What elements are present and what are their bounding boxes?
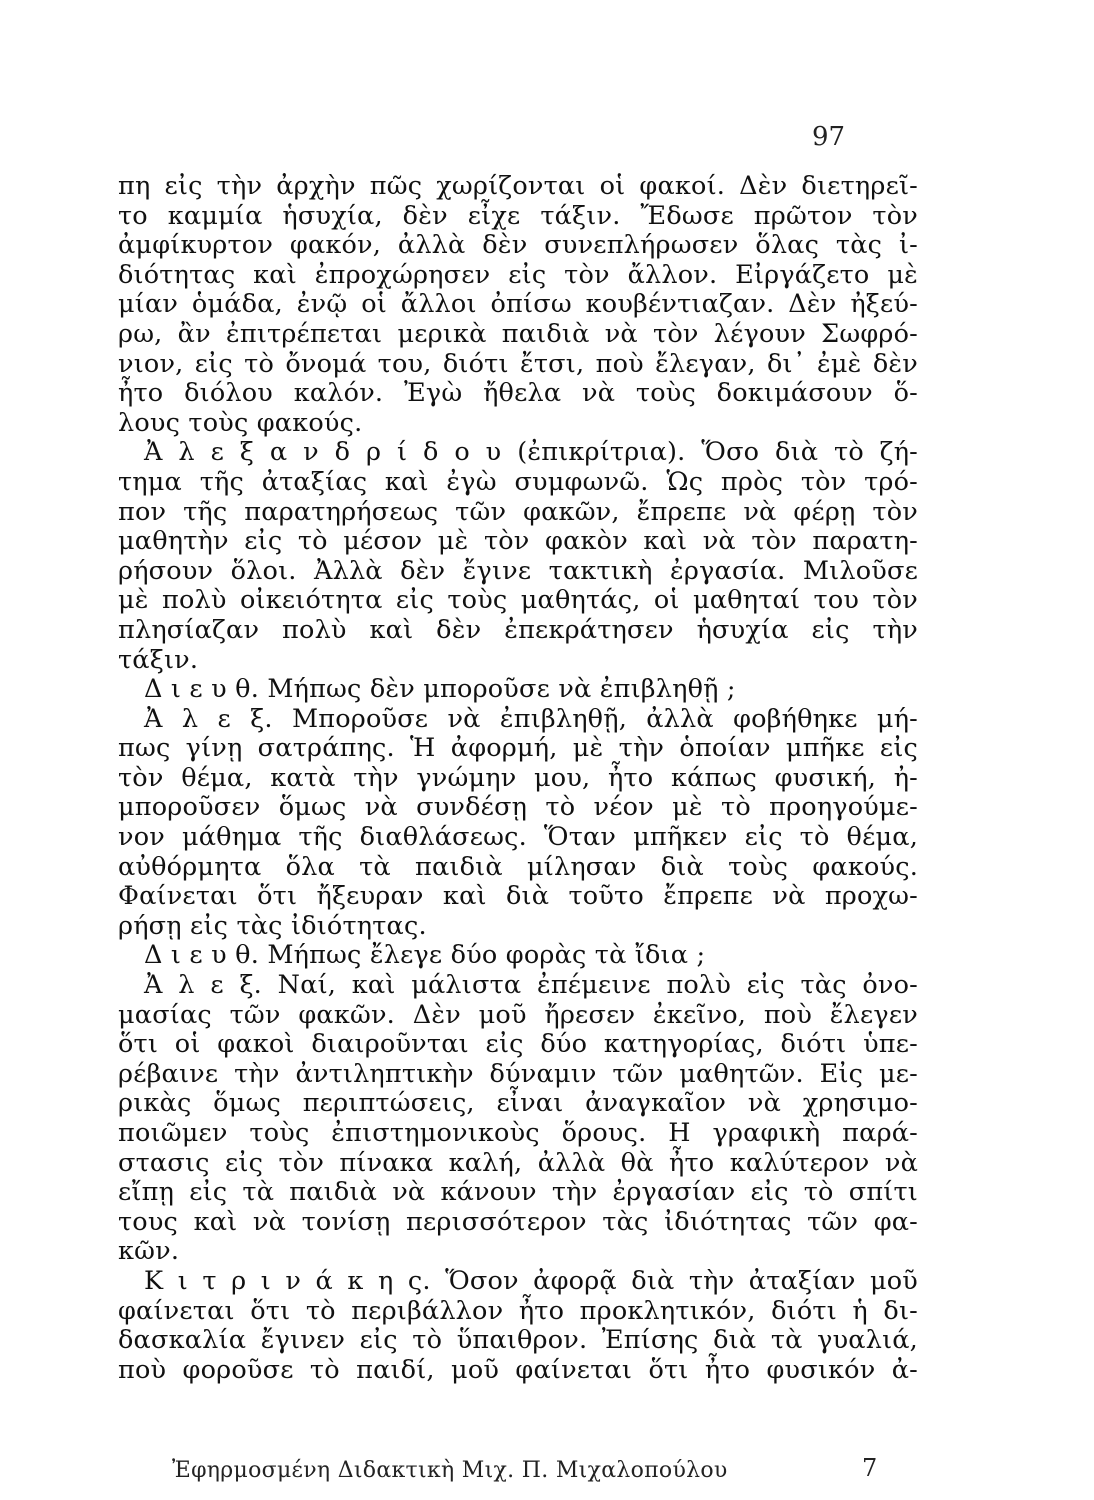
text-line: κῶν. [118,1236,180,1267]
footer-signature-mark: 7 [862,1454,878,1482]
text-line: ἦτο διόλου καλόν. Ἐγὼ ἤθελα νὰ τοὺς δοκιμάσουν ὅ- [118,378,918,409]
text-line: Κ ι τ ρ ι ν ά κ η ς. Ὅσον ἀφορᾷ διὰ τὴν ἀταξίαν μοῦ [144,1265,918,1296]
text-line: διότητας καὶ ἐπροχώρησεν εἰς τὸν ἄλλον. Εἰργάζετο μὲ [118,259,918,290]
text-line: πον τῆς παρατηρήσεως τῶν φακῶν, ἔπρεπε νὰ φέρῃ τὸν [118,496,918,527]
text-line: πλησίαζαν πολὺ καὶ δὲν ἐπεκράτησεν ἡσυχία εἰς τὴν [118,614,918,645]
text-line: νον μάθημα τῆς διαθλάσεως. Ὅταν μπῆκεν εἰς τὸ θέμα, [118,822,918,853]
text-line: φαίνεται ὅτι τὸ περιβάλλον ἦτο προκλητικόν, διότι ἡ δι- [118,1295,918,1326]
text-line: τους καὶ νὰ τονίσῃ περισσότερον τὰς ἰδιότητας τῶν φα- [118,1206,918,1237]
text-line: ρήσουν ὅλοι. Ἀλλὰ δὲν ἔγινε τακτικὴ ἐργασία. Μιλοῦσε [118,555,918,586]
text-line: νιον, εἰς τὸ ὄνομά του, διότι ἔτσι, ποὺ ἔλεγαν, δι᾽ ἐμὲ δὲν [118,348,918,379]
text-line: αὐθόρμητα ὅλα τὰ παιδιὰ μίλησαν διὰ τοὺς φακούς. [118,851,918,882]
text-line: ρικὰς ὅμως περιπτώσεις, εἶναι ἀναγκαῖον νὰ χρησιμο- [118,1088,918,1119]
text-line: τὸν θέμα, κατὰ τὴν γνώμην μου, ἦτο κάπως φυσική, ἠ- [118,762,918,793]
text-line: μαθητὴν εἰς τὸ μέσον μὲ τὸν φακὸν καὶ νὰ τὸν παρατη- [118,526,918,557]
text-line: τάξιν. [118,644,199,675]
footer-book-title: Ἐφηρμοσμένη Διδακτικὴ Μιχ. Π. Μιχαλοπούλου [172,1458,728,1483]
text-line: Ἀ λ ε ξ. Ναί, καὶ μάλιστα ἐπέμεινε πολὺ εἰς τὰς ὀνο- [144,970,918,1001]
text-line: μὲ πολὺ οἰκειότητα εἰς τοὺς μαθητάς, οἱ μαθηταί του τὸν [118,585,918,616]
text-line: ἀμφίκυρτον φακόν, ἀλλὰ δὲν συνεπλήρωσεν ὅλας τὰς ἰ- [118,230,918,261]
text-line: μίαν ὁμάδα, ἐνῷ οἱ ἄλλοι ὀπίσω κουβέντιαζαν. Δὲν ἠξεύ- [118,289,918,320]
text-line: λους τοὺς φακούς. [118,407,363,438]
text-line: μασίας τῶν φακῶν. Δὲν μοῦ ἤρεσεν ἐκεῖνο, ποὺ ἔλεγεν [118,999,918,1030]
text-line: δασκαλία ἔγινεν εἰς τὸ ὕπαιθρον. Ἐπίσης διὰ τὰ γυαλιά, [118,1325,918,1356]
text-line: στασις εἰς τὸν πίνακα καλή, ἀλλὰ θὰ ἦτο καλύτερον νὰ [118,1147,918,1178]
text-line: ρέβαινε τὴν ἀντιληπτικὴν δύναμιν τῶν μαθητῶν. Εἰς με- [118,1058,918,1089]
text-line: Ἀ λ ε ξ. Μποροῦσε νὰ ἐπιβληθῇ, ἀλλὰ φοβήθηκε μή- [144,703,918,734]
text-line: ρω, ἂν ἐπιτρέπεται μερικὰ παιδιὰ νὰ τὸν λέγουν Σωφρό- [118,318,918,349]
text-line: το καμμία ἡσυχία, δὲν εἶχε τάξιν. Ἔδωσε πρῶτον τὸν [118,200,918,231]
text-line: ποιῶμεν τοὺς ἐπιστημονικοὺς ὅρους. Η γραφικὴ παρά- [118,1118,918,1148]
text-line: ποὺ φοροῦσε τὸ παιδί, μοῦ φαίνεται ὅτι ἦτο φυσικόν ἀ- [118,1354,918,1385]
text-line: Δ ι ε υ θ. Μήπως δὲν μποροῦσε νὰ ἐπιβληθῇ ; [144,674,736,705]
text-line: ρήσῃ εἰς τὰς ἰδιότητας. [118,910,427,941]
text-line: Φαίνεται ὅτι ἤξευραν καὶ διὰ τοῦτο ἔπρεπε νὰ προχω- [118,881,918,912]
page-number: 97 [812,122,846,152]
text-line: εἴπῃ εἰς τὰ παιδιὰ νὰ κάνουν τὴν ἐργασίαν εἰς τὸ σπίτι [118,1177,918,1208]
body-text [118,172,918,1385]
text-line: ὅτι οἱ φακοὶ διαιροῦνται εἰς δύο κατηγορίας, διότι ὑπε- [118,1029,918,1060]
text-line: τημα τῆς ἀταξίας καὶ ἐγὼ συμφωνῶ. Ὡς πρὸς τὸν τρό- [118,466,918,497]
text-line: Δ ι ε υ θ. Μήπως ἔλεγε δύο φορὰς τὰ ἴδια ; [144,940,706,971]
text-line: μποροῦσεν ὅμως νὰ συνδέσῃ τὸ νέον μὲ τὸ προηγούμε- [118,792,918,823]
text-line: Ἀ λ ε ξ α ν δ ρ ί δ ο υ (ἐπικρίτρια). Ὅσο διὰ τὸ ζή- [144,437,918,468]
text-line: πη εἰς τὴν ἀρχὴν πῶς χωρίζονται οἱ φακοί. Δὲν διετηρεῖ- [118,171,918,201]
text-line: πως γίνῃ σατράπης. Ἡ ἀφορμή, μὲ τὴν ὁποίαν μπῆκε εἰς [118,733,918,764]
